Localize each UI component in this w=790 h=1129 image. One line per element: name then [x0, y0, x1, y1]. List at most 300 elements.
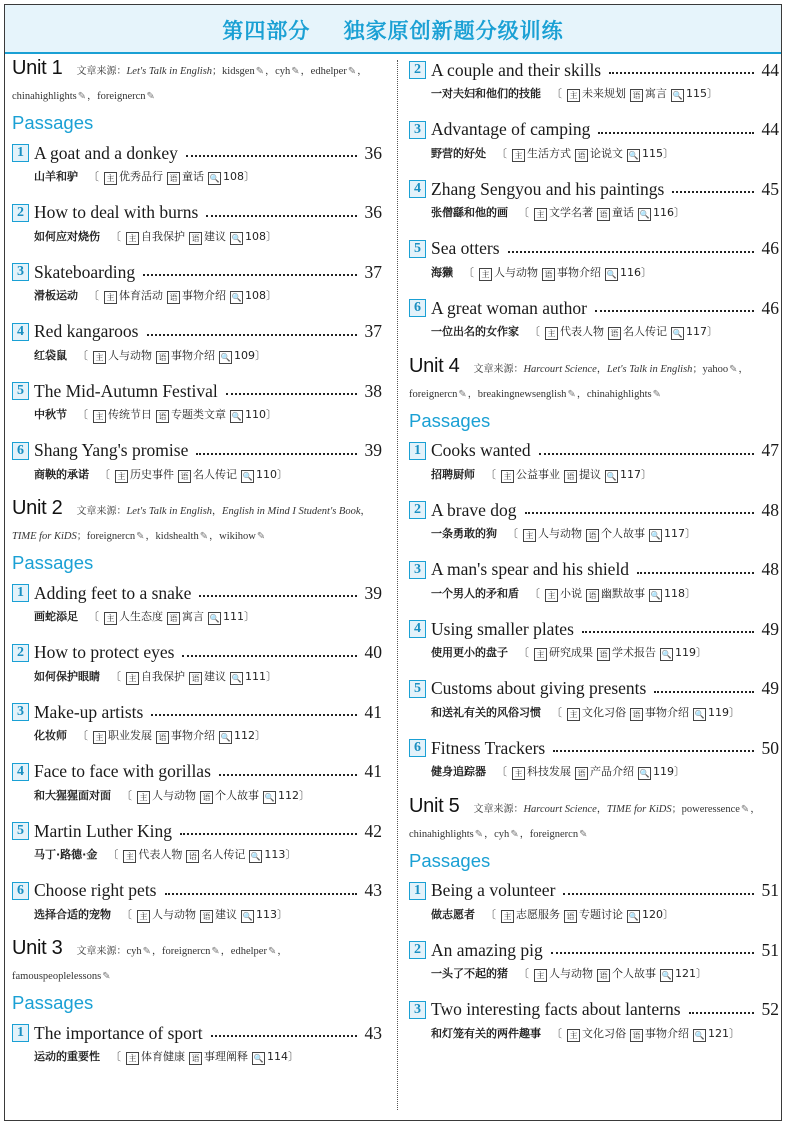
entry-page-number: 45 — [761, 178, 779, 199]
genre-tag-icon: 语 — [608, 327, 621, 340]
entry-chinese-title: 一对夫妇和他们的技能 — [431, 87, 541, 100]
entry-answer-page: 116 — [653, 206, 674, 219]
entry-answer-page: 108 — [223, 170, 244, 183]
entry-title[interactable]: Fitness Trackers — [431, 737, 546, 758]
entry-subline — [12, 405, 382, 425]
entry-title[interactable]: Shang Yang's promise — [34, 440, 189, 460]
magnifier-icon: 🔍 — [209, 614, 220, 623]
entry-title[interactable]: Face to face with gorillas — [34, 761, 211, 781]
entry-theme: 小说 — [560, 586, 582, 600]
theme-tag-icon: 主 — [545, 327, 558, 340]
genre-tag-icon: 语 — [630, 89, 643, 102]
entry-subline — [12, 346, 382, 366]
entry-genre: 个人故事 — [612, 967, 656, 980]
entry-genre: 寓言 — [645, 87, 667, 100]
entry-page-number: 46 — [761, 238, 779, 258]
source-name: foreignercn — [162, 946, 211, 957]
entry-theme: 公益事业 — [516, 467, 560, 481]
entry-page-number: 40 — [364, 642, 382, 662]
toc-entry-row[interactable] — [12, 817, 382, 845]
magnifier-icon: 🔍 — [661, 971, 672, 980]
mouse-icon: ✎ — [510, 828, 519, 840]
magnifier-icon: 🔍 — [650, 531, 661, 540]
bracket-close: 〕 — [266, 408, 277, 421]
entry-title[interactable]: The Mid-Autumn Festival — [34, 380, 218, 401]
bracket-open: 〔 — [110, 669, 121, 683]
toc-entry — [12, 199, 382, 259]
source-separator: ， — [220, 946, 231, 957]
entry-page-number: 41 — [364, 701, 382, 722]
toc-entry — [409, 936, 779, 996]
toc-entry — [409, 496, 779, 556]
genre-tag-icon: 语 — [586, 589, 599, 602]
toc-entry — [409, 294, 779, 354]
mouse-icon: ✎ — [474, 828, 484, 840]
entry-theme: 人与动物 — [152, 907, 196, 921]
entry-theme: 人与动物 — [152, 788, 196, 802]
bracket-open: 〔 — [463, 265, 474, 279]
toc-entry-row[interactable] — [12, 877, 382, 905]
toc-entry-row[interactable] — [12, 258, 382, 286]
entry-title[interactable]: A goat and a donkey — [34, 142, 178, 163]
entry-answer-page: 108 — [245, 289, 266, 302]
dot-leader — [582, 631, 754, 633]
entry-chinese-title: 马丁·路德·金 — [34, 848, 98, 861]
entry-theme: 自我保护 — [141, 229, 185, 243]
source-name: foreignercn — [86, 531, 136, 542]
entry-chinese-title: 做志愿者 — [431, 907, 475, 921]
genre-tag-icon: 语 — [167, 291, 180, 304]
entry-subline — [409, 964, 779, 984]
entry-genre: 幽默故事 — [601, 586, 645, 600]
entry-number-badge: 3 — [12, 703, 29, 721]
source-label: 文章来源： — [76, 946, 127, 957]
toc-entry — [12, 139, 382, 199]
entry-number-badge: 6 — [12, 882, 29, 900]
toc-entry — [409, 56, 779, 116]
entry-page-number: 43 — [364, 880, 382, 900]
entry-title[interactable]: Advantage of camping — [431, 119, 591, 139]
source-name: cyh — [494, 828, 510, 840]
toc-entry — [409, 116, 779, 176]
theme-tag-icon: 主 — [545, 589, 558, 602]
source-separator: ； — [671, 803, 682, 815]
toc-entry — [409, 734, 779, 794]
entry-chinese-title: 一头了不起的猪 — [431, 967, 508, 980]
bracket-close: 〕 — [255, 348, 266, 362]
toc-entry-row[interactable] — [409, 556, 779, 584]
dot-leader — [551, 952, 754, 954]
toc-entry-row[interactable] — [12, 698, 382, 726]
entry-chinese-title: 如何应对烧伤 — [34, 229, 100, 243]
theme-tag-icon: 主 — [479, 268, 492, 281]
entry-title[interactable]: Choose right pets — [34, 880, 157, 900]
toc-entry-row[interactable] — [409, 877, 779, 905]
entry-page-number: 44 — [761, 59, 779, 80]
toc-entry — [409, 235, 779, 295]
source-separator: ， — [596, 363, 607, 375]
entry-title[interactable]: Using smaller plates — [431, 618, 574, 639]
entry-chinese-title: 滑板运动 — [34, 289, 78, 302]
bracket-open: 〔 — [518, 646, 529, 659]
mouse-icon: ✎ — [142, 946, 152, 957]
toc-entry — [12, 817, 382, 877]
entry-chinese-title: 和大猩猩面对面 — [34, 788, 111, 802]
bracket-close: 〕 — [255, 729, 266, 742]
entry-subline — [409, 322, 779, 342]
genre-tag-icon: 语 — [597, 208, 610, 221]
magnifier-icon: 🔍 — [231, 412, 242, 421]
toc-entry-row[interactable] — [409, 294, 779, 322]
entry-number-badge: 5 — [12, 382, 29, 400]
entry-theme: 文化习俗 — [582, 705, 626, 719]
toc-entry — [12, 1019, 382, 1079]
magnifier-icon: 🔍 — [650, 590, 661, 600]
bracket-close: 〕 — [674, 206, 685, 219]
dot-leader — [595, 310, 754, 312]
toc-entry-row[interactable] — [409, 175, 779, 203]
dot-leader — [196, 453, 356, 455]
theme-tag-icon: 主 — [126, 672, 139, 685]
entry-genre: 事物介绍 — [171, 348, 215, 362]
toc-entry — [12, 877, 382, 937]
genre-tag-icon: 语 — [189, 672, 202, 685]
entry-theme: 职业发展 — [108, 729, 152, 742]
magnifier-icon: 🔍 — [639, 769, 650, 778]
toc-entry-row[interactable] — [12, 758, 382, 786]
bracket-open: 〔 — [107, 848, 119, 861]
entry-subline — [409, 905, 779, 925]
theme-tag-icon: 主 — [123, 850, 136, 863]
entry-answer-page: 117 — [664, 527, 685, 540]
genre-tag-icon: 语 — [597, 969, 610, 982]
dot-leader — [654, 691, 753, 693]
entry-title[interactable]: How to deal with burns — [34, 202, 199, 222]
bracket-open: 〔 — [551, 705, 562, 719]
entry-theme: 人与动物 — [549, 967, 593, 980]
entry-chinese-title: 一条勇敢的狗 — [431, 527, 497, 540]
toc-entry-row[interactable] — [409, 496, 779, 524]
entry-page-number: 51 — [761, 939, 779, 960]
entry-title[interactable]: A couple and their skills — [431, 59, 602, 80]
source-separator: ， — [152, 946, 163, 957]
entry-number-badge: 5 — [12, 822, 29, 840]
bracket-open: 〔 — [121, 788, 132, 802]
bracket-close: 〕 — [277, 467, 288, 481]
source-separator: ， — [738, 363, 749, 375]
entry-subline — [12, 465, 382, 485]
genre-tag-icon: 语 — [586, 529, 599, 542]
bracket-open: 〔 — [551, 1026, 562, 1040]
source-name: English in Mind I Student's Book — [222, 506, 361, 517]
entry-number-badge: 4 — [12, 323, 29, 341]
entry-title[interactable]: Customs about giving presents — [431, 678, 647, 698]
entry-answer-page: 115 — [642, 146, 663, 160]
unit-header — [12, 56, 382, 109]
entry-number-badge: 5 — [409, 680, 426, 698]
toc-entry-row[interactable] — [409, 615, 779, 643]
mouse-icon: ✎ — [146, 91, 155, 102]
entry-subline — [409, 584, 779, 604]
source-separator: ， — [467, 388, 478, 400]
bracket-open: 〔 — [529, 325, 540, 338]
entry-chinese-title: 张僧繇和他的画 — [431, 206, 508, 219]
entry-theme: 未来规划 — [582, 87, 626, 100]
entry-page-number: 46 — [761, 297, 779, 318]
entry-number-badge: 2 — [409, 501, 426, 519]
entry-genre: 个人故事 — [215, 788, 259, 802]
entry-genre: 寓言 — [182, 610, 204, 623]
source-name: cyh — [126, 946, 142, 957]
entry-number-badge: 1 — [12, 584, 29, 602]
theme-tag-icon: 主 — [93, 351, 106, 364]
bracket-close: 〕 — [696, 646, 707, 659]
entry-answer-page: 114 — [267, 1050, 288, 1063]
entry-title[interactable]: An amazing pig — [431, 939, 543, 960]
genre-tag-icon: 语 — [200, 791, 213, 804]
entry-page-number: 44 — [761, 119, 779, 139]
toc-entry-row[interactable] — [409, 56, 779, 84]
entry-genre: 专题讨论 — [579, 907, 623, 921]
entry-subline — [409, 703, 779, 723]
toc-entry — [409, 996, 779, 1056]
dot-leader — [180, 833, 356, 835]
source-name: kidshealth — [155, 531, 199, 542]
toc-entry — [12, 258, 382, 318]
toc-entry-row[interactable] — [12, 139, 382, 167]
magnifier-icon: 🔍 — [694, 709, 705, 719]
entry-chinese-title: 使用更小的盘子 — [431, 646, 508, 659]
entry-answer-page: 118 — [664, 586, 685, 600]
entry-number-badge: 6 — [12, 442, 29, 460]
entry-chinese-title: 健身追踪器 — [431, 765, 486, 778]
bracket-close: 〕 — [266, 289, 277, 302]
entry-title[interactable]: Skateboarding — [34, 261, 136, 282]
entry-subline — [409, 263, 779, 283]
bracket-close: 〕 — [729, 1026, 740, 1040]
magnifier-icon: 🔍 — [250, 852, 261, 861]
source-name: foreignercn — [97, 91, 146, 102]
entry-genre: 提议 — [579, 467, 601, 481]
magnifier-icon: 🔍 — [242, 471, 253, 481]
entry-chinese-title: 一位出名的女作家 — [431, 325, 519, 338]
magnifier-icon: 🔍 — [253, 1054, 264, 1063]
source-name: famouspeoplelessons — [12, 971, 102, 982]
entry-chinese-title: 一个男人的矛和盾 — [431, 586, 519, 600]
dot-leader — [637, 572, 753, 574]
entry-page-number: 42 — [364, 820, 382, 841]
bracket-open: 〔 — [77, 729, 88, 742]
entry-chinese-title: 中秋节 — [34, 408, 67, 421]
passages-heading: Passages — [409, 849, 491, 871]
bracket-close: 〕 — [244, 170, 255, 183]
entry-title[interactable]: Zhang Sengyou and his paintings — [431, 178, 665, 199]
bracket-close: 〕 — [707, 87, 718, 100]
entry-page-number: 50 — [761, 737, 779, 758]
entry-chinese-title: 和送礼有关的风俗习惯 — [431, 705, 541, 719]
toc-entry-row[interactable] — [12, 318, 382, 346]
toc-entry — [409, 437, 779, 497]
unit-title: Unit 2 — [12, 497, 63, 519]
entry-subline — [409, 203, 779, 223]
toc-entry — [409, 615, 779, 675]
entry-answer-page: 121 — [708, 1026, 729, 1040]
entry-title[interactable]: Make-up artists — [34, 701, 144, 722]
entry-answer-page: 121 — [675, 967, 696, 980]
entry-genre: 童话 — [612, 206, 634, 219]
entry-subline — [12, 845, 382, 865]
source-separator: ， — [277, 946, 288, 957]
theme-tag-icon: 主 — [137, 910, 150, 923]
toc-entry — [12, 698, 382, 758]
entry-title[interactable]: Martin Luther King — [34, 820, 173, 841]
genre-tag-icon: 语 — [189, 1052, 202, 1065]
entry-title[interactable]: A brave dog — [431, 499, 517, 520]
entry-title[interactable]: Red kangaroos — [34, 321, 139, 341]
bracket-open: 〔 — [121, 907, 132, 921]
theme-tag-icon: 主 — [567, 89, 580, 102]
source-name: chinahighlights — [12, 91, 77, 102]
source-separator: ， — [484, 828, 495, 840]
entry-genre: 建议 — [204, 229, 226, 243]
passages-heading: Passages — [12, 992, 94, 1013]
bracket-open: 〔 — [77, 348, 88, 362]
toc-entry-row[interactable] — [409, 734, 779, 762]
genre-tag-icon: 语 — [167, 172, 180, 185]
entry-title[interactable]: Adding feet to a snake — [34, 582, 192, 603]
genre-tag-icon: 语 — [200, 910, 213, 923]
theme-tag-icon: 主 — [137, 791, 150, 804]
entry-chinese-title: 画蛇添足 — [34, 610, 78, 623]
passages-heading: Passages — [409, 409, 491, 431]
theme-tag-icon: 主 — [512, 767, 525, 780]
source-separator: ； — [212, 66, 223, 77]
entry-theme: 文学名著 — [549, 206, 593, 219]
toc-entry-row[interactable] — [12, 199, 382, 227]
entry-theme: 人与动物 — [538, 527, 582, 540]
entry-title[interactable]: The importance of sport — [34, 1022, 203, 1043]
bracket-open: 〔 — [518, 967, 529, 980]
theme-tag-icon: 主 — [104, 291, 117, 304]
magnifier-icon: 🔍 — [672, 91, 683, 100]
entry-subline — [12, 905, 382, 925]
theme-tag-icon: 主 — [534, 648, 547, 661]
toc-entry-row[interactable] — [409, 675, 779, 703]
entry-title[interactable]: Two interesting facts about lanterns — [431, 999, 681, 1019]
theme-tag-icon: 主 — [104, 172, 117, 185]
entry-page-number: 43 — [364, 1022, 382, 1043]
entry-theme: 优秀品行 — [119, 170, 163, 183]
entry-chinese-title: 红袋鼠 — [34, 348, 67, 362]
genre-tag-icon: 语 — [178, 470, 191, 483]
bracket-open: 〔 — [110, 229, 121, 243]
dot-leader — [186, 155, 357, 157]
mouse-icon: ✎ — [77, 91, 87, 102]
bracket-open: 〔 — [529, 586, 540, 600]
entry-title[interactable]: How to protect eyes — [34, 642, 175, 662]
entry-subline — [409, 465, 779, 485]
mouse-icon: ✎ — [291, 66, 300, 77]
entry-number-badge: 6 — [409, 739, 426, 757]
entry-page-number: 36 — [364, 202, 382, 222]
toc-entry-row[interactable] — [12, 437, 382, 465]
bracket-open: 〔 — [551, 87, 562, 100]
entry-theme: 人生态度 — [119, 610, 163, 623]
toc-entry-row[interactable] — [12, 1019, 382, 1047]
toc-entry — [409, 556, 779, 616]
genre-tag-icon: 语 — [156, 410, 169, 423]
source-name: chinahighlights — [586, 388, 652, 400]
source-separator: ， — [360, 506, 371, 517]
theme-tag-icon: 主 — [523, 529, 536, 542]
bracket-open: 〔 — [110, 1050, 121, 1063]
toc-entry-row[interactable] — [409, 996, 779, 1024]
bracket-close: 〕 — [299, 788, 310, 802]
source-name: TIME for KiDS — [606, 803, 672, 815]
entry-chinese-title: 山羊和驴 — [34, 170, 78, 183]
magnifier-icon: 🔍 — [231, 673, 242, 683]
theme-tag-icon: 主 — [93, 410, 106, 423]
toc-entry-row[interactable] — [409, 235, 779, 263]
entry-number-badge: 5 — [409, 240, 426, 258]
mouse-icon: ✎ — [267, 946, 277, 957]
dot-leader — [539, 453, 754, 455]
toc-entry-row[interactable] — [409, 936, 779, 964]
source-name: Let's Talk in English — [126, 66, 213, 77]
source-name: foreignercn — [529, 828, 579, 840]
bracket-open: 〔 — [88, 170, 99, 183]
entry-title[interactable]: Cooks wanted — [431, 440, 531, 460]
bracket-open: 〔 — [88, 610, 99, 623]
entry-answer-page: 110 — [245, 408, 266, 421]
dot-leader — [672, 191, 753, 193]
bracket-close: 〕 — [244, 610, 255, 623]
entry-number-badge: 2 — [409, 941, 426, 959]
dot-leader — [598, 132, 753, 134]
entry-title[interactable]: Being a volunteer — [431, 880, 556, 900]
toc-entry — [12, 639, 382, 699]
entry-page-number: 49 — [761, 618, 779, 639]
dot-leader — [151, 714, 356, 716]
source-name: foreignercn — [409, 388, 458, 400]
toc-entry-row[interactable] — [12, 377, 382, 405]
entry-theme: 代表人物 — [560, 325, 604, 338]
entry-number-badge: 1 — [409, 882, 426, 900]
source-name: yahoo — [702, 363, 729, 375]
entry-title[interactable]: A great woman author — [431, 297, 587, 318]
source-name: kidsgen — [222, 66, 255, 77]
left-column — [12, 56, 382, 1079]
entry-title[interactable]: A man's spear and his shield — [431, 559, 630, 579]
entry-subline — [12, 786, 382, 806]
source-separator: ， — [357, 66, 368, 77]
entry-number-badge: 2 — [409, 61, 426, 79]
entry-theme: 体育健康 — [141, 1050, 185, 1063]
source-name: poweressence — [681, 803, 740, 815]
entry-title[interactable]: Sea otters — [431, 238, 500, 258]
source-name: Harcourt Science — [523, 803, 597, 815]
theme-tag-icon: 主 — [534, 969, 547, 982]
source-separator: ， — [212, 506, 223, 517]
toc-entry-row[interactable] — [409, 116, 779, 144]
toc-entry-row[interactable] — [12, 579, 382, 607]
source-name: Harcourt Science — [523, 363, 597, 375]
toc-entry — [409, 675, 779, 735]
toc-entry — [12, 437, 382, 497]
toc-entry-row[interactable] — [12, 639, 382, 667]
entry-number-badge: 6 — [409, 299, 426, 317]
toc-entry-row[interactable] — [409, 437, 779, 465]
